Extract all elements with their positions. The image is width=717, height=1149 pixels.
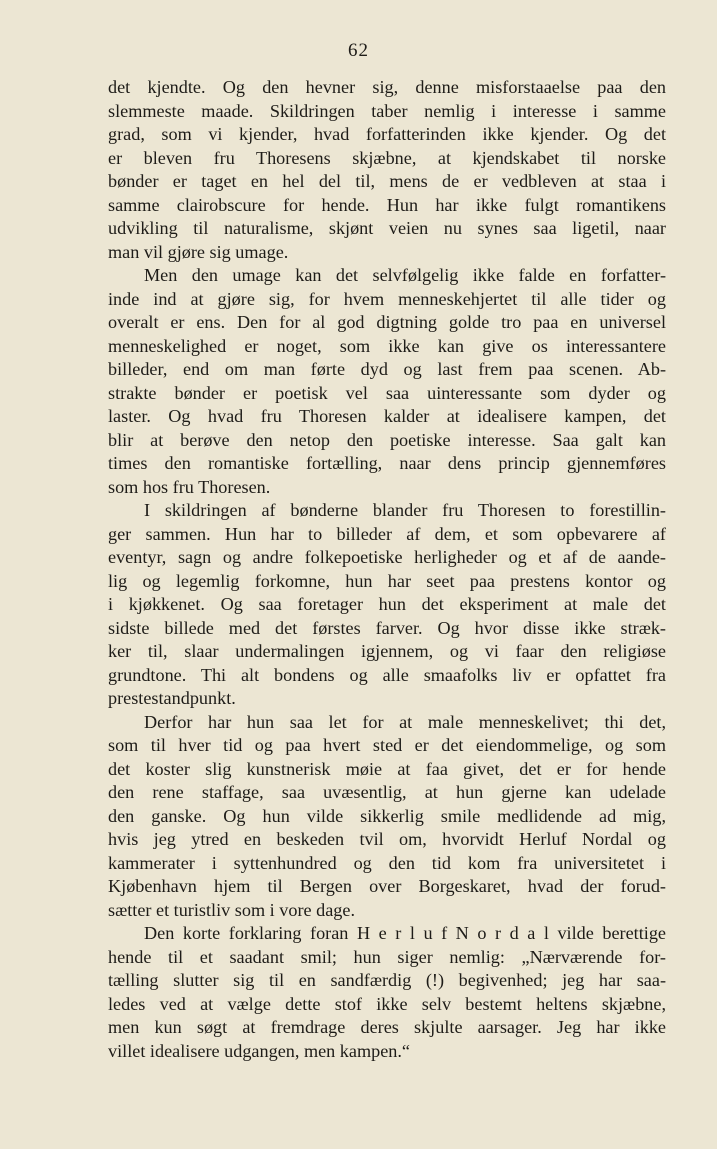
- text-line: Men den umage kan det selvfølgelig ikke falde en forfatter-: [144, 265, 666, 285]
- text-line: det kjendte. Og den hevner sig, denne misforstaaelse paa den: [108, 77, 666, 97]
- text-line: Derfor har hun saa let for at male menneskelivet; thi det,: [144, 711, 666, 732]
- text-line: som hos fru Thoresen.: [108, 476, 271, 497]
- paragraph-1: [108, 76, 666, 264]
- text-line: eventyr, sagn og andre folkepoetiske herligheder og et af de aande-: [108, 547, 666, 567]
- text-line: Den korte forklaring foran H e r l u f N o r d a l vilde berettige: [144, 923, 666, 943]
- text-line: blir at berøve den netop den poetiske interesse. Saa galt kan: [108, 429, 666, 450]
- text-line: ker til, slaar undermalingen igjennem, og vi faar den religiøse: [108, 641, 666, 661]
- paragraph-4: [108, 711, 666, 923]
- text-line: prestestandpunkt.: [108, 688, 236, 708]
- text-line: strakte bønder er poetisk vel saa uinteressante som dyder og: [108, 382, 666, 403]
- text-line: grundtone. Thi alt bondens og alle smaafolks liv er opfattet fra: [108, 664, 666, 685]
- text-line: den rene staffage, saa uvæsentlig, at hun gjerne kan udelade: [108, 782, 666, 802]
- text-line: tælling slutter sig til en sandfærdig (!) begivenhed; jeg har saa-: [108, 970, 666, 990]
- text-line: lig og legemlig forkomne, hun har seet paa prestens kontor og: [108, 570, 666, 591]
- text-line: Kjøbenhavn hjem til Bergen over Borgeskaret, hvad der forud-: [108, 876, 666, 896]
- text-line: overalt er ens. Den for al god digtning golde tro paa en universel: [108, 312, 666, 332]
- text-line: hende til et saadant smil; hun siger nemlig: „Nærværende for-: [108, 946, 666, 967]
- paragraph-3: [108, 499, 666, 711]
- text-line: er bleven fru Thoresens skjæbne, at kjendskabet til norske: [108, 147, 666, 168]
- text-line: bønder er taget en hel del til, mens de er vedbleven at staa i: [108, 171, 666, 191]
- page-number: 62: [348, 40, 369, 61]
- text-line: villet idealisere udgangen, men kampen.“: [108, 1040, 411, 1061]
- text-line: times den romantiske fortælling, naar dens princip gjennemføres: [108, 453, 666, 473]
- text-line: den ganske. Og hun vilde sikkerlig smile medlidende ad mig,: [108, 805, 666, 826]
- text-line: menneskelighed er noget, som ikke kan give os interessantere: [108, 335, 666, 356]
- text-line: inde ind at gjøre sig, for hvem menneskehjertet til alle tider og: [108, 288, 666, 309]
- text-line: ledes ved at vælge dette stof ikke selv bestemt heltens skjæbne,: [108, 993, 666, 1014]
- text-line: ger sammen. Hun har to billeder af dem, et som opbevarere af: [108, 523, 666, 544]
- text-line: sidste billede med det førstes farver. Og hvor disse ikke stræk-: [108, 617, 666, 638]
- text-line: udvikling til naturalisme, skjønt veien nu synes saa ligetil, naar: [108, 218, 666, 238]
- text-line: men kun søgt at fremdrage deres skjulte aarsager. Jeg har ikke: [108, 1017, 666, 1037]
- text-line: sætter et turistliv som i vore dage.: [108, 899, 356, 920]
- text-line: hvis jeg ytred en beskeden tvil om, hvorvidt Herluf Nordal og: [108, 829, 666, 849]
- text-line: grad, som vi kjender, hvad forfatterinden ikke kjender. Og det: [108, 124, 666, 144]
- text-line: i kjøkkenet. Og saa foretager hun det eksperiment at male det: [108, 594, 666, 614]
- body-text: [108, 76, 666, 1063]
- text-line: slemmeste maade. Skildringen taber nemlig i interesse i samme: [108, 100, 666, 121]
- text-line: I skildringen af bønderne blander fru Thoresen to forestillin-: [144, 500, 666, 520]
- paragraph-5: [108, 922, 666, 1063]
- text-line: det koster slig kunstnerisk møie at faa givet, det er for hende: [108, 758, 666, 779]
- paragraph-2: [108, 264, 666, 499]
- text-line: billeder, end om man førte dyd og last frem paa scenen. Ab-: [108, 359, 666, 379]
- text-line: man vil gjøre sig umage.: [108, 241, 289, 262]
- text-line: som til hver tid og paa hvert sted er det eiendommelige, og som: [108, 735, 666, 755]
- text-line: kammerater i syttenhundred og den tid kom fra universitetet i: [108, 852, 666, 873]
- text-line: samme clairobscure for hende. Hun har ikke fulgt romantikens: [108, 194, 666, 215]
- text-line: laster. Og hvad fru Thoresen kalder at idealisere kampen, det: [108, 406, 666, 426]
